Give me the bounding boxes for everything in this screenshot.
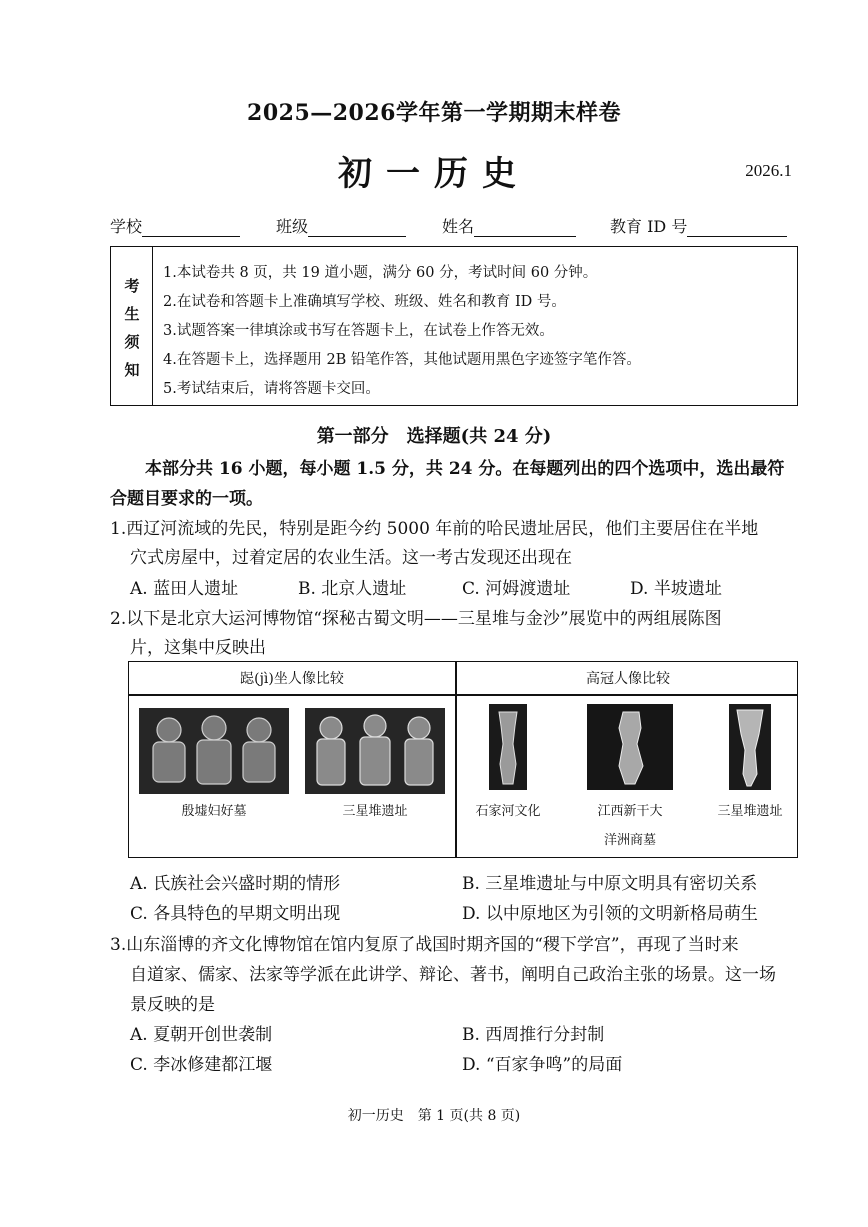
notice-item: 3.试题答案一律填涂或书写在答题卡上，在试卷上作答无效。 [163,323,554,339]
fuhao-tomb-figures-image [139,708,289,794]
name-field [442,214,576,237]
school-label: 学校 [110,217,143,236]
shijiahe-caption: 石家河文化 [475,804,541,819]
q1-option-a: A. 蓝田人遗址 [130,579,239,599]
table-divider [455,662,457,857]
school-field [110,214,240,237]
question-1-text-cont: 穴式房屋中，过着定居的农业生活。这一考古发现还出现在 [130,548,572,568]
notice-label-char: 生 [124,305,140,323]
fuhao-tomb-caption: 殷墟妇好墓 [181,804,247,819]
notice-item: 1.本试卷共 8 页，共 19 道小题，满分 60 分，考试时间 60 分钟。 [163,265,598,281]
id-field [610,214,787,237]
part-one-intro-cont: 合题目要求的一项。 [110,489,263,509]
exam-date: 2026.1 [745,161,792,180]
class-field [276,214,406,237]
q2-option-b: B. 三星堆遗址与中原文明具有密切关系 [462,874,758,894]
page-footer: 初一历史 第 1 页(共 8 页) [347,1108,521,1124]
q3-option-a: A. 夏朝开创世袭制 [130,1025,273,1045]
subject-title: 初一历史 [338,154,530,194]
notice-item: 4.在答题卡上，选择题用 2B 铅笔作答，其他试题用黑色字迹签字笔作答。 [163,352,641,368]
notice-label-char: 知 [124,361,140,379]
id-blank [687,220,787,237]
shijiahe-jade-figure-image [489,704,527,790]
question-3-text: 3.山东淄博的齐文化博物馆在馆内复原了战国时期齐国的“稷下学宫”，再现了当时来 [110,935,739,955]
question-3-text-cont: 自道家、儒家、法家等学派在此讲学、辩论、著书，阐明自己政治主张的场景。这一场 [130,965,776,985]
sanxingdui-tall-crown-figure-image [729,704,771,790]
student-info-row [110,214,790,238]
tall-crown-figure-header: 高冠人像比较 [586,671,670,687]
notice-label-char: 考 [124,277,140,295]
artifact-comparison-table [128,661,798,858]
exam-notice-box [110,246,798,406]
sanxingdui-caption: 三星堆遗址 [342,804,408,819]
kneeling-figure-header: 跽(jì)坐人像比较 [240,671,344,687]
q3-option-d: D. “百家争鸣”的局面 [462,1055,623,1075]
name-label: 姓名 [442,217,475,236]
question-2-text-cont: 片，这集中反映出 [130,638,266,658]
notice-label [111,247,153,405]
question-1-text: 1.西辽河流域的先民，特别是距今约 5000 年前的哈民遗址居民，他们主要居住在半地 [110,519,759,539]
q2-option-c: C. 各具特色的早期文明出现 [130,904,341,924]
id-label: 教育 ID 号 [610,217,688,236]
q2-option-a: A. 氏族社会兴盛时期的情形 [130,874,341,894]
question-3-text-cont2: 景反映的是 [130,995,215,1015]
notice-label-char: 须 [124,333,140,351]
q3-option-c: C. 李冰修建都江堰 [130,1055,273,1075]
q1-option-c: C. 河姆渡遗址 [462,579,571,599]
part-one-intro: 本部分共 16 小题，每小题 1.5 分，共 24 分。在每题列出的四个选项中，选出最符 [145,459,785,479]
sanxingdui-kneeling-figures-image [305,708,445,794]
q3-option-b: B. 西周推行分封制 [462,1025,605,1045]
class-blank [308,220,406,237]
q1-option-b: B. 北京人遗址 [298,579,407,599]
notice-item: 5.考试结束后，请将答题卡交回。 [163,381,380,397]
xingan-figure-image [587,704,673,790]
class-label: 班级 [276,217,309,236]
question-2-text: 2.以下是北京大运河博物馆“探秘古蜀文明——三星堆与金沙”展览中的两组展陈图 [110,609,722,629]
school-blank [142,220,240,237]
name-blank [474,220,576,237]
notice-item: 2.在试卷和答题卡上准确填写学校、班级、姓名和教育 ID 号。 [163,294,566,310]
table-divider [129,694,797,696]
q1-option-d: D. 半坡遗址 [630,579,722,599]
exam-title: 2025—2026学年第一学期期末样卷 [247,100,621,126]
xingan-caption-line2: 洋洲商墓 [603,833,656,848]
sanxingdui-tall-crown-caption: 三星堆遗址 [717,804,783,819]
xingan-caption-line1: 江西新干大 [597,804,663,819]
q2-option-d: D. 以中原地区为引领的文明新格局萌生 [462,904,758,924]
part-one-title: 第一部分 选择题(共 24 分) [316,426,552,447]
